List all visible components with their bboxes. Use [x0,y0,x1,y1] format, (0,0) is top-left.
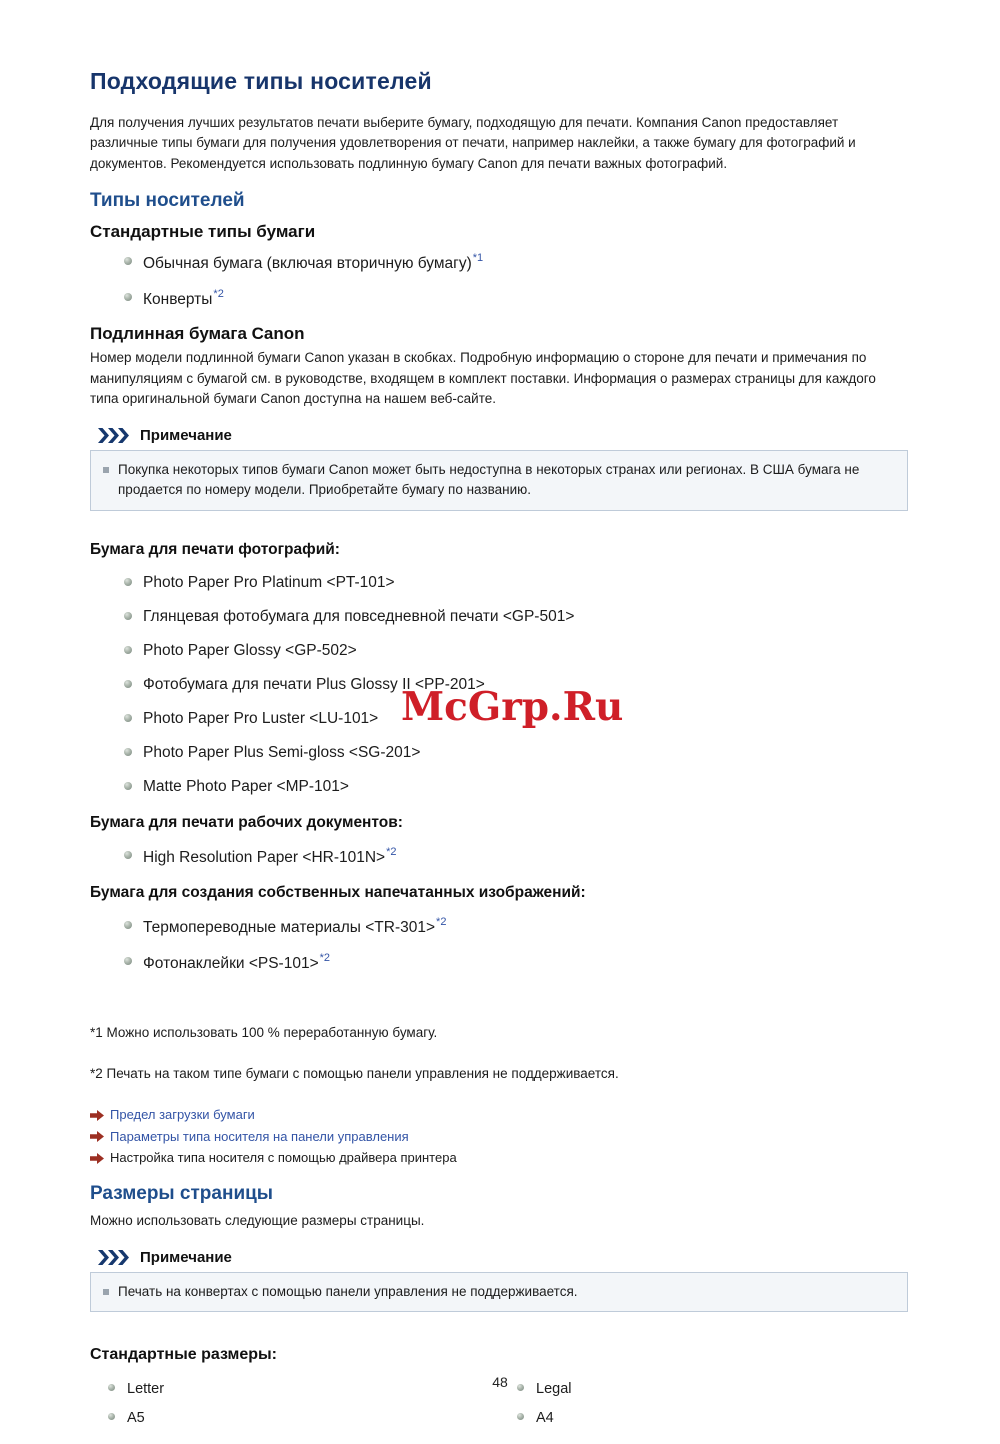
link-paper-load-limit[interactable]: Предел загрузки бумаги [110,1107,255,1123]
note-label: Примечание [140,427,232,445]
note-header [98,427,908,444]
section-page-sizes: Размеры страницы [90,1182,274,1204]
footnote-ref-link[interactable]: *2 [386,845,397,858]
page-number: 48 [492,1374,508,1390]
bullet-icon [124,782,132,790]
list-item-label: Глянцевая фотобумага для повседневной печати <GP-501> [143,607,575,625]
original-paper-list [124,916,908,975]
list-item-label: Photo Paper Pro Platinum <PT-101> [143,573,395,591]
link-row [90,1106,908,1124]
genuine-paper-description: Номер модели подлинной бумаги Canon указан в скобках. Подробную информацию о стороне для печати и примечания по манипуляциям с бумагой см. в руководстве, входящем в комплект поставки. Информация о размерах страницы для каждого типа оригинальной бумаги Canon доступна на нашем веб-сайте. [90,350,876,406]
bullet-icon [108,1413,115,1420]
section-media-types: Типы носителей [90,189,245,211]
subheading-standard-paper-types: Стандартные типы бумаги [90,221,316,241]
heading-standard-sizes: Стандартные размеры: [90,1346,277,1364]
subheading-genuine-canon-paper: Подлинная бумага Canon [90,324,305,344]
list-item-label: Matte Photo Paper <MP-101> [143,778,349,796]
list-item [124,252,908,274]
list-item-label: Обычная бумага (включая вторичную бумагу) [143,254,472,272]
list-item [124,641,908,661]
list-item-label: A5 [127,1410,145,1427]
footnote-ref-link[interactable]: *2 [319,952,331,965]
footnote-ref-link[interactable]: *2 [213,288,224,301]
footnotes [90,1024,908,1084]
note-item [103,460,895,501]
list-item-label: Photo Paper Glossy <GP-502> [143,641,357,659]
bullet-icon [124,293,132,301]
bullet-icon [124,851,132,859]
list-item-label: Термопереводные материалы <TR-301> [143,919,436,937]
bullet-icon [124,921,132,929]
square-bullet-icon [103,467,109,473]
list-item [108,1409,499,1428]
page-sizes-description: Можно использовать следующие размеры страницы. [90,1212,425,1228]
jump-arrow-icon [90,1131,104,1142]
link-media-type-settings-panel[interactable]: Параметры типа носителя на панели управления [110,1128,409,1144]
list-item [124,777,908,797]
bullet-icon [124,680,132,688]
note-box [90,450,908,511]
heading-original-paper: Бумага для создания собственных напечатанных изображений: [90,883,586,901]
list-item-label: Конверты [143,291,213,309]
list-item [124,846,908,868]
footnote-ref-link[interactable]: *2 [436,915,447,928]
heading-photo-paper: Бумага для печати фотографий: [90,540,340,558]
watermark: McGrp.Ru [401,684,624,730]
link-row [90,1128,908,1146]
related-links [90,1106,908,1167]
bullet-icon [124,957,132,965]
bullet-icon [124,646,132,654]
intro-paragraph: Для получения лучших результатов печати выберите бумагу, подходящую для печати. Компания Canon предоставляет различные типы бумаги для получения удовлетворения от печати, например наклейки, а также бумагу для фотографий и документов. Рекомендуется использовать подлинную бумагу Canon для печати важных фотографий. [90,115,856,171]
link-row [90,1149,908,1167]
bullet-icon [124,714,132,722]
note-label: Примечание [140,1249,232,1267]
note-header [98,1249,908,1266]
list-item-label: A4 [536,1410,554,1427]
list-item [124,573,908,593]
footnote-ref-link[interactable]: *1 [472,251,484,264]
list-item-label: High Resolution Paper <HR-101N> [143,848,386,866]
list-item-label: Letter [127,1381,165,1398]
note-text: Покупка некоторых типов бумаги Canon может быть недоступна в некоторых странах или регионах. В США бумага не продается по номеру модели. Приобретайте бумагу по названию. [118,462,860,498]
list-item-label: Legal [536,1381,572,1398]
page-title: Подходящие типы носителей [90,68,432,94]
jump-arrow-icon [90,1110,104,1121]
footnote-1: *1 Можно использовать 100 % переработанную бумагу. [90,1025,438,1041]
square-bullet-icon [103,1289,109,1295]
list-item [124,743,908,763]
bullet-icon [124,257,132,265]
heading-business-paper: Бумага для печати рабочих документов: [90,813,403,831]
business-paper-list [124,846,908,868]
note-item [103,1282,895,1302]
list-item-label: Фотобумага для печати Plus Glossy II <PP-201> [143,676,485,694]
bullet-icon [124,612,132,620]
list-item [124,916,908,938]
bullet-icon [124,578,132,586]
footnote-2: *2 Печать на таком типе бумаги с помощью панели управления не поддерживается. [90,1066,619,1082]
list-item-label: Photo Paper Plus Semi-gloss <SG-201> [143,744,421,762]
note-box [90,1272,908,1312]
bullet-icon [124,748,132,756]
bullet-icon [517,1413,524,1420]
list-item [124,607,908,627]
jump-arrow-icon [90,1153,104,1164]
list-item [124,288,908,310]
list-item [124,952,908,974]
note-chevrons-icon [98,1250,131,1265]
list-item [517,1409,908,1428]
note-chevrons-icon [98,428,131,443]
standard-paper-list [124,252,908,311]
list-item-label: Фотонаклейки <PS-101> [143,955,319,973]
link-media-type-settings-driver[interactable]: Настройка типа носителя с помощью драйвера принтера [110,1150,457,1166]
list-item-label: Photo Paper Pro Luster <LU-101> [143,710,379,728]
note-text: Печать на конвертах с помощью панели управления не поддерживается. [118,1284,578,1300]
